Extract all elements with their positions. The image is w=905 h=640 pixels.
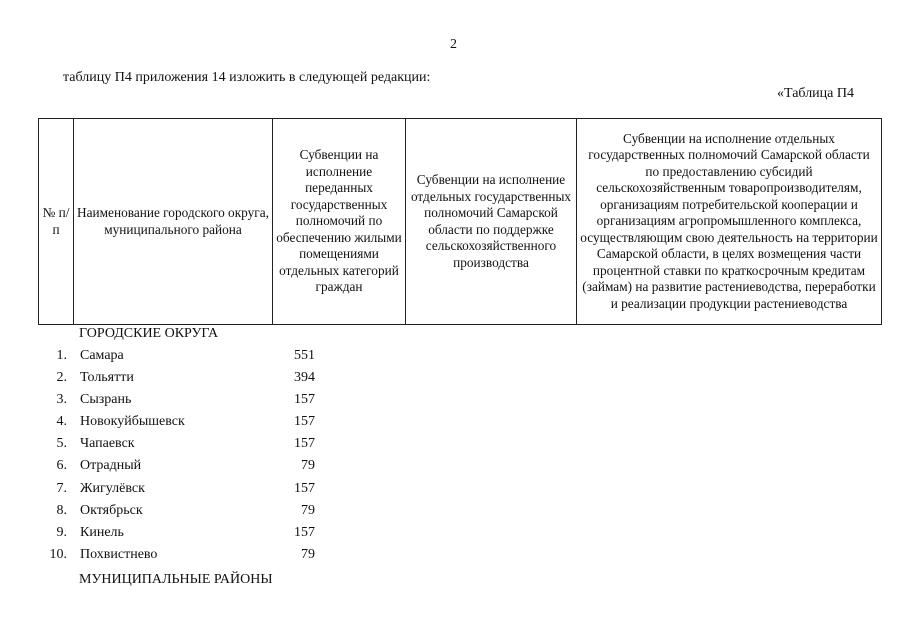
header-credit-subvention (576, 119, 881, 324)
row-value: 79 (301, 547, 315, 562)
row-name: Кинель (80, 525, 124, 540)
row-value: 157 (294, 525, 315, 540)
header-number-text: № п/п (42, 205, 70, 237)
row-value: 79 (301, 503, 315, 518)
row-name: Новокуйбышевск (80, 414, 185, 429)
row-number: 1. (56, 348, 67, 363)
row-name: Тольятти (80, 370, 134, 385)
row-value: 157 (294, 414, 315, 429)
table-row (0, 436, 905, 458)
header-agriculture-subvention-text: Субвенции на исполнение отдельных государственных полномочий Самарской области по поддержке сельскохозяйственного производства (410, 172, 572, 270)
row-name: Жигулёвск (80, 481, 145, 496)
table-row (0, 392, 905, 414)
header-name (73, 119, 272, 324)
row-number: 4. (56, 414, 67, 429)
header-credit-subvention-text: Субвенции на исполнение отдельных государственных полномочий Самарской области по предоставлению субсидий сельскохозяйственным товаропроизводителям, организациям потребительской кооперации и организациям агропромышленного комплекса, осуществляющим свою деятельность на территории Самарской области, в целях возмещения части процентной ставки по краткосрочным кредитам (займам) на развитие растениеводства, переработки и реализации продукции растениеводства (580, 130, 878, 311)
header-number (39, 119, 73, 324)
row-number: 2. (56, 370, 67, 385)
header-housing-subvention-text: Субвенции на исполнение переданных государственных полномочий по обеспечению жилыми помещениями отдельных категорий граждан (276, 147, 402, 295)
header-name-text: Наименование городского округа, муниципального района (77, 205, 269, 237)
table-row (0, 348, 905, 370)
table-row (0, 503, 905, 525)
intro-text: таблицу П4 приложения 14 изложить в следующей редакции: (63, 70, 431, 85)
row-value: 157 (294, 392, 315, 407)
table-row (0, 481, 905, 503)
row-value: 157 (294, 436, 315, 451)
row-name: Октябрьск (80, 503, 143, 518)
row-number: 8. (56, 503, 67, 518)
row-number: 10. (49, 547, 67, 562)
header-housing-subvention (272, 119, 405, 324)
page-number: 2 (450, 37, 457, 52)
table-row (0, 525, 905, 547)
row-number: 9. (56, 525, 67, 540)
section-city-districts: ГОРОДСКИЕ ОКРУГА (79, 326, 219, 341)
row-number: 6. (56, 458, 67, 473)
row-name: Сызрань (80, 392, 132, 407)
row-value: 157 (294, 481, 315, 496)
table-row (0, 547, 905, 569)
row-value: 394 (294, 370, 315, 385)
section-municipal-districts: МУНИЦИПАЛЬНЫЕ РАЙОНЫ (79, 572, 273, 587)
table-caption: «Таблица П4 (777, 86, 854, 101)
table-row (0, 458, 905, 480)
row-number: 5. (56, 436, 67, 451)
row-number: 7. (56, 481, 67, 496)
header-agriculture-subvention (405, 119, 576, 324)
row-name: Самара (80, 348, 124, 363)
table-row (0, 370, 905, 392)
row-name: Похвистнево (80, 547, 158, 562)
row-name: Отрадный (80, 458, 142, 473)
row-number: 3. (56, 392, 67, 407)
row-value: 551 (294, 348, 315, 363)
table-row (0, 414, 905, 436)
row-name: Чапаевск (80, 436, 135, 451)
row-value: 79 (301, 458, 315, 473)
table-header (38, 118, 882, 325)
